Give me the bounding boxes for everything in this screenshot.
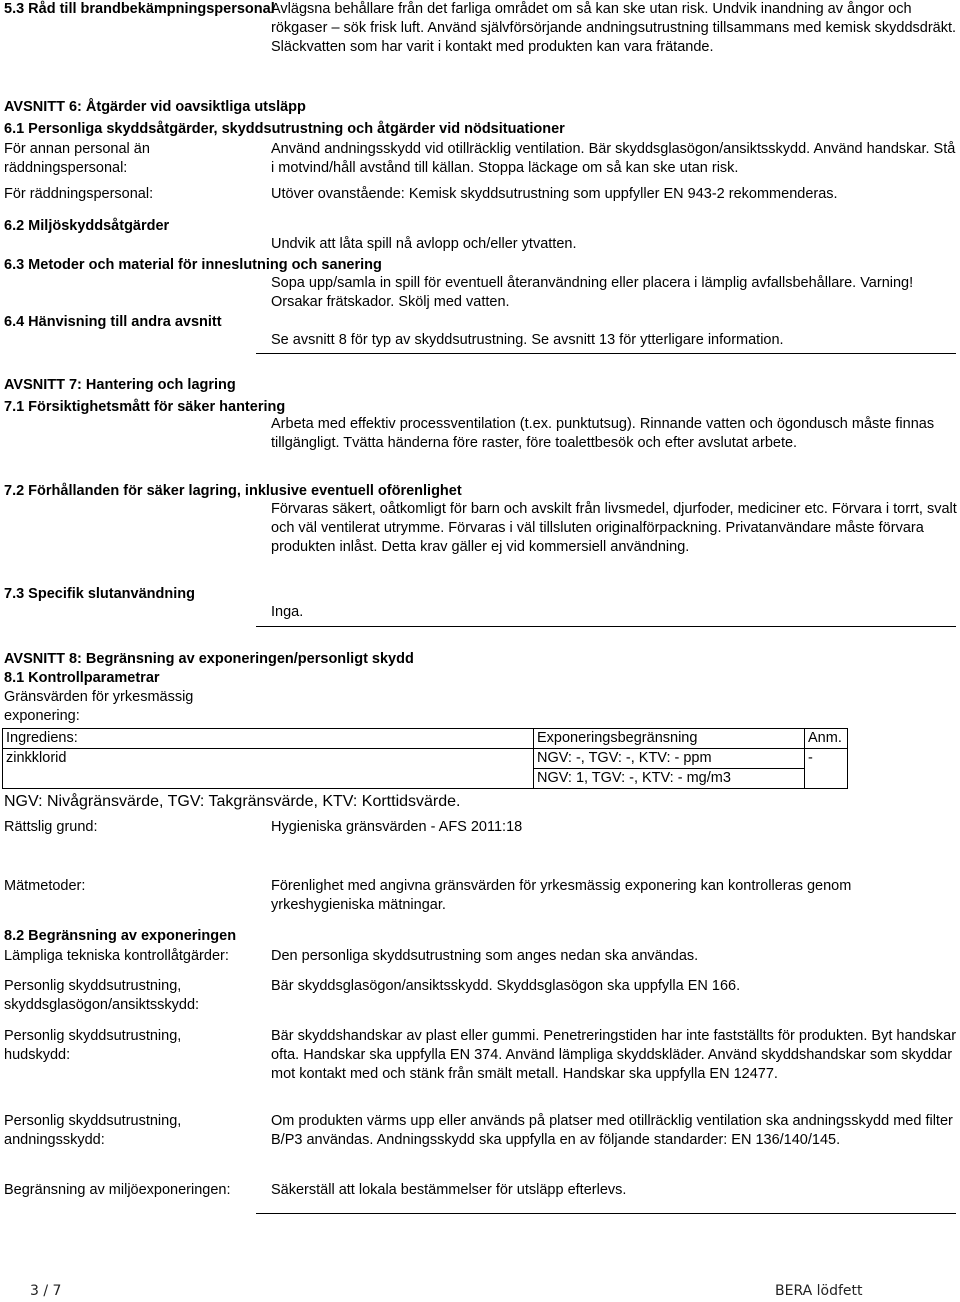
limit-line: NGV: 1, TGV: -, KTV: - mg/m3 bbox=[537, 770, 731, 786]
column-header: Anm. bbox=[805, 729, 848, 749]
divider bbox=[256, 1213, 956, 1214]
row-label: Begränsning av miljöexponeringen: bbox=[4, 1182, 231, 1198]
row-value: Säkerställ att lokala bestämmelser för utsläpp efterlevs. bbox=[271, 1182, 627, 1198]
heading-6-4: 6.4 Hänvisning till andra avsnitt bbox=[4, 314, 222, 330]
text-7-2: Förvaras säkert, oåtkomligt för barn och avskilt från livsmedel, djurfoder, mediciner etc. Förvara i torrt, svalt och väl ventilerat utrymme. Förvaras i väl tillsluten originalförpackning. Privatanvändare måste förvara produkten inlåst. Detta krav gäller ej vid kommersiell användning. bbox=[271, 501, 957, 555]
row-label: Lämpliga tekniska kontrollåtgärder: bbox=[4, 948, 229, 964]
text-6-1a: Använd andningsskydd vid otillräcklig ventilation. Bär skyddsglasögon/ansiktsskydd. Använd handskar. Stå i motvind/håll avstånd till källan. Stoppa läckage om så kan ske utan risk. bbox=[271, 141, 956, 176]
row-value: Bär skyddsglasögon/ansiktsskydd. Skyddsglasögon ska uppfylla EN 166. bbox=[271, 978, 741, 994]
heading-7-1: 7.1 Försiktighetsmått för säker hantering bbox=[4, 399, 286, 415]
legal-basis-label: Rättslig grund: bbox=[4, 819, 98, 835]
limit-line: NGV: -, TGV: -, KTV: - ppm bbox=[534, 749, 804, 769]
table-cell-ingredient: zinkklorid bbox=[3, 749, 534, 789]
heading-7-2: 7.2 Förhållanden för säker lagring, inklusive eventuell oförenlighet bbox=[4, 483, 462, 499]
heading-8-2: 8.2 Begränsning av exponeringen bbox=[4, 928, 237, 944]
text-6-3: Sopa upp/samla in spill för eventuell återanvändning eller placera i lämplig avfallsbehållare. Varning! Orsakar frätskador. Skölj med vatten. bbox=[271, 275, 914, 310]
divider bbox=[256, 626, 956, 627]
text-6-4: Se avsnitt 8 för typ av skyddsutrustning. Se avsnitt 13 för ytterligare information. bbox=[271, 332, 784, 348]
table-cell-limits bbox=[534, 749, 805, 789]
text-7-3: Inga. bbox=[271, 604, 304, 620]
section-8-title: AVSNITT 8: Begränsning av exponeringen/personligt skydd bbox=[4, 651, 414, 667]
abbreviations: NGV: Nivågränsvärde, TGV: Takgränsvärde, KTV: Korttidsvärde. bbox=[4, 793, 461, 810]
text-7-1: Arbeta med effektiv processventilation (t.ex. punktutsug). Rinnande vatten och ögondusch måste finnas tillgängligt. Tvätta händerna före raster, före toalettbesök och efter avslutat arbete. bbox=[271, 416, 935, 451]
methods-value: Förenlighet med angivna gränsvärden för yrkesmässig exponering kan kontrolleras genom yrkeshygieniska mätningar. bbox=[271, 878, 852, 913]
heading-7-3: 7.3 Specifik slutanvändning bbox=[4, 586, 195, 602]
exposure-limits-table bbox=[2, 728, 848, 789]
page-number: 3 / 7 bbox=[30, 1283, 62, 1299]
heading-8-1: 8.1 Kontrollparametrar bbox=[4, 670, 160, 686]
divider bbox=[256, 353, 956, 354]
row-label: Personlig skyddsutrustning, hudskydd: bbox=[4, 1028, 182, 1063]
table-cell-note: - bbox=[805, 749, 848, 789]
methods-label: Mätmetoder: bbox=[4, 878, 86, 894]
column-header: Ingrediens: bbox=[3, 729, 534, 749]
label-6-1a: För annan personal än räddningspersonal: bbox=[4, 141, 150, 176]
heading-6-3: 6.3 Metoder och material för inneslutning och sanering bbox=[4, 257, 382, 273]
product-name: BERA lödfett bbox=[775, 1283, 863, 1299]
table-row bbox=[3, 749, 848, 789]
row-label: Personlig skyddsutrustning, skyddsglasögon/ansiktsskydd: bbox=[4, 978, 200, 1013]
section-6-title: AVSNITT 6: Åtgärder vid oavsiktliga utsläpp bbox=[4, 99, 306, 115]
table-header-row bbox=[3, 729, 848, 749]
row-value: Bär skyddshandskar av plast eller gummi. Penetreringstiden har inte fastställts för produkten. Byt handskar ofta. Handskar ska uppfylla EN 374. Använd lämpliga skyddskläder. Använd skyddshandskar som skyddar mot kontakt med och stänk från smält metall. Handskar ska uppfylla EN 12477. bbox=[271, 1028, 957, 1082]
row-value: Den personliga skyddsutrustning som anges nedan ska användas. bbox=[271, 948, 699, 964]
row-value: Om produkten värms upp eller används på platser med otillräcklig ventilation ska andningsskydd med filter B/P3 användas. Andningsskydd ska uppfylla en av följande standarder: EN 136/140/145. bbox=[271, 1113, 953, 1148]
heading-6-1: 6.1 Personliga skyddsåtgärder, skyddsutrustning och åtgärder vid nödsituationer bbox=[4, 121, 565, 137]
row-label: Personlig skyddsutrustning, andningsskydd: bbox=[4, 1113, 182, 1148]
text-6-2: Undvik att låta spill nå avlopp och/eller ytvatten. bbox=[271, 236, 577, 252]
heading-5-3: 5.3 Råd till brandbekämpningspersonal bbox=[4, 1, 275, 17]
limit-values-label: Gränsvärden för yrkesmässig exponering: bbox=[4, 689, 194, 724]
section-7-title: AVSNITT 7: Hantering och lagring bbox=[4, 377, 236, 393]
column-header: Exponeringsbegränsning bbox=[534, 729, 805, 749]
legal-basis-value: Hygieniska gränsvärden - AFS 2011:18 bbox=[271, 819, 523, 835]
text-5-3: Avlägsna behållare från det farliga området om så kan ske utan risk. Undvik inandning av ångor och rökgaser – sök frisk luft. Använd självförsörjande andningsutrustning tillsammans med kemisk skyddsdräkt. Släckvatten som har varit i kontakt med produkten kan vara frätande. bbox=[271, 1, 957, 55]
text-6-1b: Utöver ovanstående: Kemisk skyddsutrustning som uppfyller EN 943-2 rekommenderas. bbox=[271, 186, 838, 202]
label-6-1b: För räddningspersonal: bbox=[4, 186, 154, 202]
heading-6-2: 6.2 Miljöskyddsåtgärder bbox=[4, 218, 170, 234]
